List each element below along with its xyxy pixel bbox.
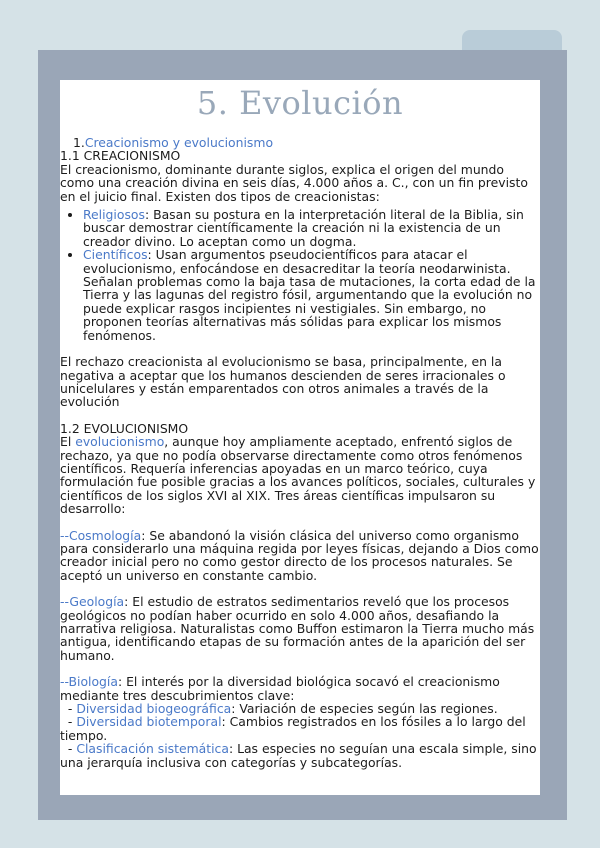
document-page bbox=[60, 80, 540, 795]
toc-number: 1. bbox=[73, 135, 85, 150]
paragraph-creacionismo-intro: El creacionismo, dominante durante siglos, explica el origen del mundo como una creación divina en seis días, 4.000 años a. C., con un fin previsto en el juicio final. Existen dos tipos de creacionistas: bbox=[60, 161, 528, 204]
discovery-item bbox=[60, 702, 540, 715]
geologia-text: : El estudio de estratos sedimentarios reveló que los procesos geológicos no podían haber ocurrido en solo 4.000 años, desafiando la narrativa religiosa. Naturalistas como Buffon estimaron la Tierra mucho más antigua, identificando etapas de su formación antes de la aparición del ser humano. bbox=[60, 594, 535, 663]
term-diversidad-biotemporal: Diversidad biotemporal bbox=[76, 714, 222, 730]
paragraph-cosmologia bbox=[60, 529, 540, 583]
term-biologia: --Biología bbox=[60, 674, 118, 690]
biologia-text: : El interés por la diversidad biológica socavó el creacionismo mediante tres descubrimientos clave: bbox=[60, 674, 500, 703]
term-cosmologia: --Cosmología bbox=[60, 527, 142, 543]
spacer bbox=[60, 409, 540, 422]
discovery-prefix: - bbox=[60, 741, 77, 757]
list-item bbox=[83, 248, 540, 342]
term-clasificacion-sistematica: Clasificación sistemática bbox=[76, 741, 229, 757]
section-heading-evolucionismo: 1.2 EVOLUCIONISMO bbox=[60, 420, 189, 436]
term-diversidad-biogeografica: Diversidad biogeográfica bbox=[76, 701, 232, 717]
list-item-text: : Basan su postura en la interpretación literal de la Biblia, sin buscar demostrar científicamente la creación ni la existencia de un creador divino. Lo aceptan como un dogma. bbox=[83, 207, 524, 249]
discovery-item bbox=[60, 742, 540, 769]
section-heading-creacionismo: 1.1 CREACIONISMO bbox=[60, 148, 181, 164]
paragraph-creacionismo-closing: El rechazo creacionista al evolucionismo se basa, principalmente, en la negativa a aceptar que los humanos descienden de seres irracionales o unicelulares y están emparentados con otros animales a través de la evolución bbox=[60, 354, 506, 410]
discovery-text: : Variación de especies según las regiones. bbox=[231, 701, 498, 717]
discovery-text: : Las especies no seguían una escala simple, sino una jerarquía inclusiva con categorías y subcategorías. bbox=[60, 741, 541, 770]
discovery-prefix: - bbox=[60, 701, 77, 717]
document-content bbox=[60, 136, 540, 769]
paragraph-geologia bbox=[60, 595, 540, 662]
page-title: 5. Evolución bbox=[196, 84, 404, 122]
term-evolucionismo: evolucionismo bbox=[75, 434, 165, 450]
list-item-text: : Usan argumentos pseudocientíficos para atacar el evolucionismo, enfocándose en desacreditar la teoría neodarwinista. Señalan problemas como la baja tasa de mutaciones, la corta edad de la Tierra y las lagunas del registro fósil, argumentando que la evolución no puede explicar rasgos incipientes ni vestigiales. Sin embargo, no proponen teorías alternativas más sólidas para explicar los mismos fenómenos. bbox=[83, 247, 536, 343]
discovery-item bbox=[60, 715, 540, 742]
term-geologia: --Geología bbox=[60, 594, 125, 610]
intro-rest: , aunque hoy ampliamente aceptado, enfrentó siglos de rechazo, ya que no podía observarse directamente como otros fenómenos científicos. Requería inferencias apoyadas en un marco teórico, cuya formulación fue posible gracias a los avances políticos, sociales, culturales y científicos de los siglos XVI al XIX. Tres áreas científicas impulsaron su desarrollo: bbox=[60, 434, 536, 517]
list-item bbox=[83, 208, 540, 248]
discovery-prefix: - bbox=[60, 714, 77, 730]
toc-item[interactable] bbox=[60, 136, 540, 149]
cosmologia-text: : Se abandonó la visión clásica del universo como organismo para considerarlo una máquina regida por leyes físicas, dejando a Dios como creador inicial pero no como gestor directo de los procesos naturales. Se aceptó un universo en constante cambio. bbox=[60, 527, 539, 583]
term-cientificos: Científicos bbox=[83, 247, 148, 263]
paragraph-biologia bbox=[60, 675, 540, 702]
creationist-types-list bbox=[60, 208, 540, 342]
paragraph-evolucionismo-intro bbox=[60, 435, 540, 515]
discovery-text: : Cambios registrados en los fósiles a lo largo del tiempo. bbox=[60, 714, 530, 743]
term-religiosos: Religiosos bbox=[83, 207, 145, 223]
intro-prefix: El bbox=[60, 434, 76, 450]
toc-link[interactable]: Creacionismo y evolucionismo bbox=[84, 135, 274, 150]
